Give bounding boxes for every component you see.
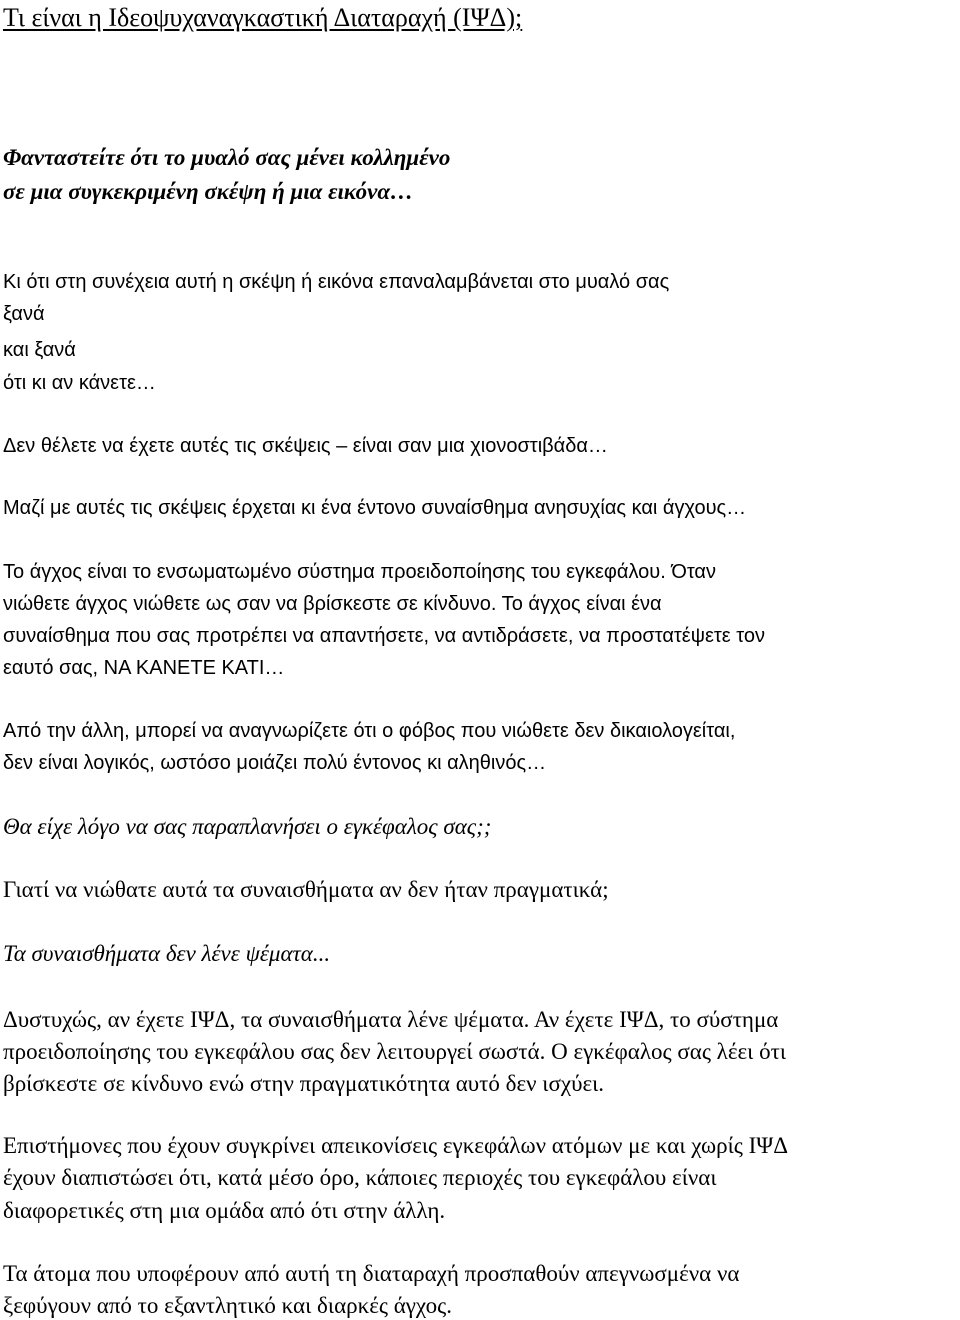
paragraph-line: Το άγχος είναι το ενσωματωμένο σύστημα προειδοποίησης του εγκεφάλου. Όταν <box>3 561 716 583</box>
paragraph-line: εαυτό σας, ΝΑ ΚΑΝΕΤΕ ΚΑΤΙ… <box>3 657 285 679</box>
paragraph-line: συναίσθημα που σας προτρέπει να απαντήσετε, να αντιδράσετε, να προστατέψετε τον <box>3 625 765 647</box>
paragraph-line: ξανά <box>3 303 45 325</box>
intro-line: σε μια συγκεκριμένη σκέψη ή μια εικόνα… <box>3 179 414 204</box>
paragraph-line: και ξανά <box>3 339 76 361</box>
paragraph-line: Επιστήμονες που έχουν συγκρίνει απεικονίσεις εγκεφάλων ατόμων με και χωρίς ΙΨΔ <box>3 1133 789 1158</box>
paragraph-line: Δυστυχώς, αν έχετε ΙΨΔ, τα συναισθήματα λένε ψέματα. Αν έχετε ΙΨΔ, το σύστημα <box>3 1007 779 1032</box>
paragraph-line: Μαζί με αυτές τις σκέψεις έρχεται κι ένα έντονο συναίσθημα ανησυχίας και άγχους… <box>3 497 747 519</box>
paragraph-line: έχουν διαπιστώσει ότι, κατά μέσο όρο, κάποιες περιοχές του εγκεφάλου είναι <box>3 1165 717 1190</box>
paragraph-line: Δεν θέλετε να έχετε αυτές τις σκέψεις – είναι σαν μια χιονοστιβάδα… <box>3 435 608 457</box>
paragraph-line: Τα άτομα που υποφέρουν από αυτή τη διαταραχή προσπαθούν απεγνωσμένα να <box>3 1261 740 1286</box>
paragraph-line: νιώθετε άγχος νιώθετε ως σαν να βρίσκεστε σε κίνδυνο. Το άγχος είναι ένα <box>3 593 662 615</box>
question-line: Θα είχε λόγο να σας παραπλανήσει ο εγκέφαλος σας;; <box>3 814 492 839</box>
paragraph-line: ότι κι αν κάνετε… <box>3 372 156 394</box>
paragraph-line: Από την άλλη, μπορεί να αναγνωρίζετε ότι ο φόβος που νιώθετε δεν δικαιολογείται, <box>3 720 736 742</box>
statement-line: Τα συναισθήματα δεν λένε ψέματα... <box>3 941 331 966</box>
page-title: Τι είναι η Ιδεοψυχαναγκαστική Διαταραχή (ΙΨΔ); <box>3 3 523 32</box>
paragraph-line: βρίσκεστε σε κίνδυνο ενώ στην πραγματικότητα αυτό δεν ισχύει. <box>3 1071 605 1096</box>
paragraph-line: Κι ότι στη συνέχεια αυτή η σκέψη ή εικόνα επαναλαμβάνεται στο μυαλό σας <box>3 271 670 293</box>
question-line: Γιατί να νιώθατε αυτά τα συναισθήματα αν δεν ήταν πραγματικά; <box>3 877 609 902</box>
paragraph-line: ξεφύγουν από το εξαντλητικό και διαρκές άγχος. <box>3 1293 452 1318</box>
intro-line: Φανταστείτε ότι το μυαλό σας μένει κολλημένο <box>3 145 451 170</box>
paragraph-line: προειδοποίησης του εγκεφάλου σας δεν λειτουργεί σωστά. Ο εγκέφαλος σας λέει ότι <box>3 1039 787 1064</box>
paragraph-line: διαφορετικές στη μια ομάδα από ότι στην άλλη. <box>3 1198 446 1223</box>
paragraph-line: δεν είναι λογικός, ωστόσο μοιάζει πολύ έντονος κι αληθινός… <box>3 752 547 774</box>
